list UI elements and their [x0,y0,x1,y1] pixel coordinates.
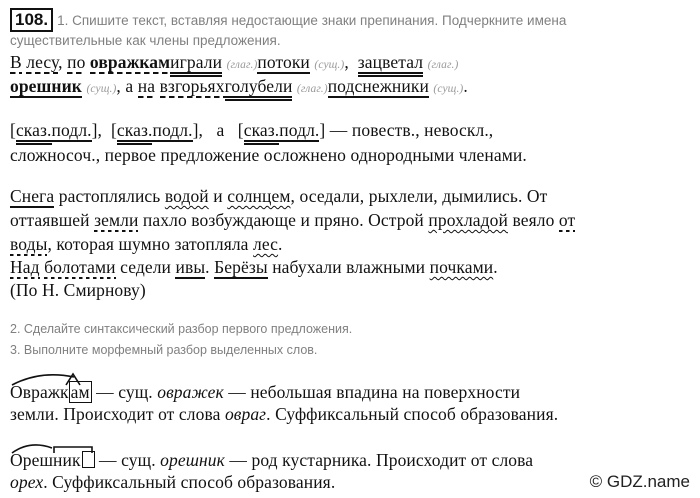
scheme-line-2: сложносоч., первое предложение осложнено однородными членами. [10,145,527,165]
task-3: 3. Выполните морфемный разбор выделенных слов. [10,343,318,357]
task-1-line-1 [10,8,692,32]
text-fragment: земли. Происходит от слова [10,404,225,424]
morph-word: Орешник [10,450,81,470]
word-vody: воды [10,234,48,254]
note-sush-2: (сущ.) [86,83,117,95]
word-beryozy: Берёзы [214,257,268,277]
text-fragment: . Суффиксальный способ образования. [266,404,559,424]
root-arc-icon [10,372,90,386]
sentence-1-line-2 [10,76,692,97]
word-igrali: играли [170,52,223,72]
bracket-open: [ [10,120,16,140]
text-fragment: седели [115,257,176,277]
text-line-4 [10,257,692,278]
word-po: по [67,52,86,72]
word-les: лес [253,234,279,254]
text-fragment: . [205,257,215,277]
text-line-1 [10,186,692,207]
text-author: (По Н. Смирнову) [10,280,146,300]
morph-source-word: орех [10,472,44,492]
word-vodoy: водой [164,186,209,206]
text-fragment: . [493,257,498,277]
text-fragment: пахло возбуждающе и пряно. Острой [138,210,429,230]
word-na: на [137,76,156,96]
bracket-open-2: [ [110,120,117,140]
word-bolotami: болотами [44,257,116,277]
morph-word-oreshnik [10,450,95,471]
text-fragment: , оседали, рыхлели, дымились. От [290,186,548,206]
text-fragment: набухали влажными [267,257,430,277]
scheme-skaz-2: сказ. [116,120,153,140]
morph-source-word: овраг [224,404,267,424]
task-2: 2. Сделайте синтаксический разбор первого предложения. [10,322,353,336]
morph-word-ovrazhkam [10,382,92,403]
bracket-close-2: ], [192,120,204,140]
word-ivy: ивы [175,257,206,277]
morph-ending: ам [70,382,90,402]
text-fragment: . Суффиксальный способ образования. [43,472,336,492]
scheme-skaz-1: сказ. [15,120,52,140]
word-nad: Над [10,257,40,277]
word-ovrazhkam: овражкам [89,52,171,72]
sentence-1-line-1 [10,52,692,73]
scheme-skaz-3: сказ. [243,120,280,140]
comma-2: , [344,52,349,72]
watermark: © GDZ.name [589,472,690,491]
text-fragment: — сущ. [94,450,161,470]
morph-base-word: оврaжек [157,382,224,402]
word-potoki: потоки [257,52,310,72]
text-line-3 [10,234,692,255]
note-glag: (глаг.) [226,59,258,71]
text-fragment: . [278,234,283,254]
note-glag-2: (глаг.) [427,59,459,71]
bracket-open-3: [ [237,120,244,140]
note-sush: (сущ.) [314,59,345,71]
word-prokhladoy: прохладой [428,210,508,230]
text-fragment: и [208,186,228,206]
note-sush-3: (сущ.) [433,83,464,95]
morph-root: Оврaжк [10,382,69,402]
scheme-podl-3: подл. [279,120,320,140]
word-pochkami: почками [429,257,494,277]
morph-2-line-1 [10,450,692,471]
text-fragment: веяло [507,210,559,230]
word-snega: Снега [10,186,55,206]
text-line-2 [10,210,692,231]
word-vzgoryakh: взгорьях [159,76,225,96]
word-zemli: земли [94,210,139,230]
task-1-line-2: существительные как члены предложения. [10,33,281,48]
scheme-line-1 [10,120,692,141]
scheme-podl-2: подл. [152,120,193,140]
word-oreshnik: орешник [10,76,82,96]
text-fragment: растоплялись [54,186,165,206]
text-fragment: — сущ. [91,382,158,402]
morph-1-line-2 [10,404,692,425]
exercise-number: 108. [10,8,53,32]
note-glag-3: (глаг.) [296,83,328,95]
text-fragment: оттаявшей [10,210,95,230]
word-podsnezhniki: подснежники [327,76,429,96]
morph-1-line-1 [10,382,692,403]
scheme-characteristics: — повеств., невоскл., [325,120,494,140]
conj-a: , а [116,76,134,96]
comma: , [58,52,63,72]
conj-a-2: а [216,120,225,140]
morph-base-word: орешник [160,450,225,470]
bracket-close-3: ] [319,120,326,140]
word-lesu: лесу [26,52,59,72]
text-fragment: — небольшая впадина на поверхности [223,382,521,402]
word-ot: от [558,210,576,230]
word-golubeli: голубели [224,76,293,96]
text-fragment: — род кустарника. Происходит от слова [224,450,534,470]
text-fragment: , которая шумно затопляла [47,234,254,254]
word-zatsvetal: зацветал [357,52,424,72]
scheme-podl-1: подл. [51,120,92,140]
root-arc-icon [10,440,100,454]
bracket-close: ], [91,120,103,140]
task-1-text: 1. Спишите текст, вставляя недостающие знаки препинания. Подчеркните имена [57,13,567,28]
period: . [463,76,468,96]
word-v: В [10,52,22,72]
word-solntsem: солнцем [227,186,291,206]
